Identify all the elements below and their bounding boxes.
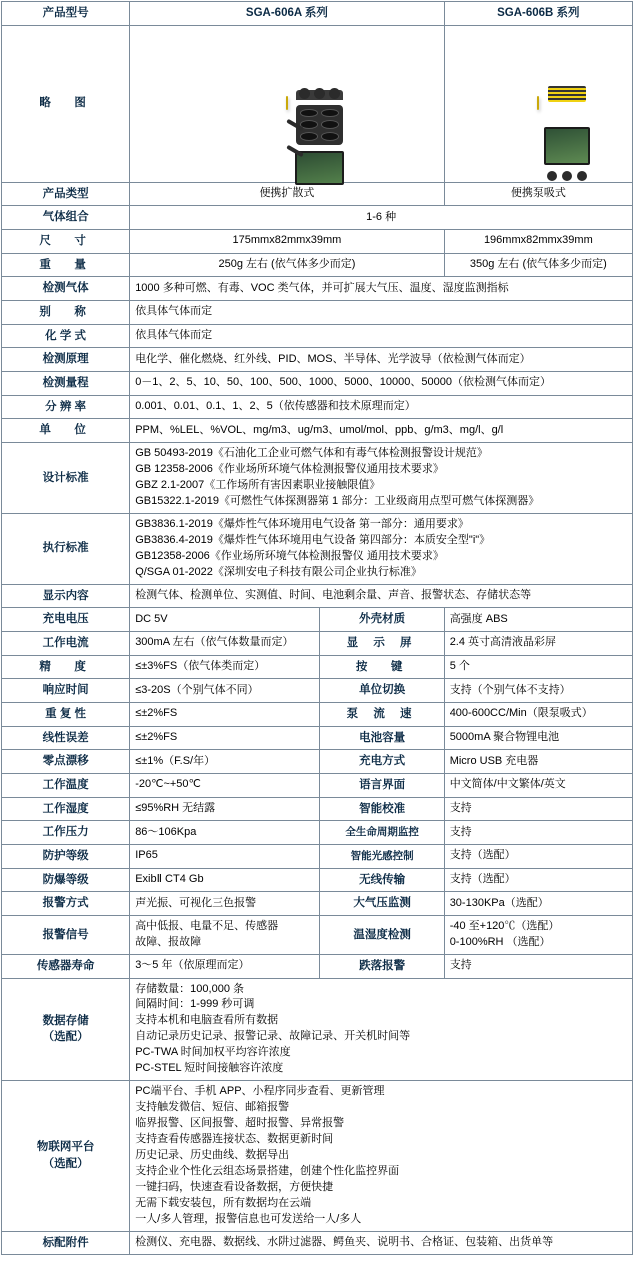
- value-exec-std: [130, 513, 633, 584]
- value-work-press: 86～106Kpa: [130, 821, 320, 845]
- storage-line: PC-TWA 时间加权平均容许浓度: [135, 1046, 291, 1059]
- row-label-work-press: 工作压力: [2, 821, 130, 845]
- table-row-exec-std: [2, 513, 633, 584]
- table-row-alarm-way: [2, 892, 633, 916]
- table-row-design-std: [2, 443, 633, 514]
- row-label-diagram: 略 图: [2, 25, 130, 182]
- value-pump: 400-600CC/Min（限泵吸式）: [444, 702, 632, 726]
- row-label-pressure: 大气压监测: [320, 892, 444, 916]
- row-label-drift: 零点漂移: [2, 750, 130, 774]
- row-label-gas-combo: 气体组合: [2, 206, 130, 230]
- iot-label-line1: 物联网平台: [36, 1141, 95, 1154]
- storage-line: PC-STEL 短时间接触容许浓度: [135, 1062, 284, 1075]
- row-label-lifecycle: 全生命周期监控: [320, 821, 444, 845]
- iot-label-line2: （选配）: [42, 1157, 89, 1170]
- value-unit-switch: 支持（个别气体不支持）: [444, 679, 632, 703]
- row-label-iot: [2, 1081, 130, 1231]
- value-pressure: 30-130KPa（选配）: [444, 892, 632, 916]
- iot-line: 支持企业个性化云组态场景搭建，创建个性化监控界面: [135, 1164, 400, 1177]
- table-row-charge-voltage: [2, 608, 633, 632]
- table-row-ip: [2, 844, 633, 868]
- value-keys: 5 个: [444, 655, 632, 679]
- row-label-smart-cal: 智能校准: [320, 797, 444, 821]
- value-smart-cal: 支持: [444, 797, 632, 821]
- table-row-iot: [2, 1081, 633, 1231]
- device-image-a: [130, 25, 445, 182]
- row-label-wireless: 无线传输: [320, 868, 444, 892]
- table-row-resolution: [2, 395, 633, 419]
- table-row-linear: [2, 726, 633, 750]
- row-label-model: 产品型号: [2, 2, 130, 26]
- value-linear: ≤±2%FS: [130, 726, 320, 750]
- table-row-drift: [2, 750, 633, 774]
- row-label-accessory: 标配附件: [2, 1231, 130, 1255]
- value-accessory: 检测仪、充电器、数据线、水阱过滤器、鳄鱼夹、说明书、合格证、包装箱、出货单等: [130, 1231, 633, 1255]
- row-label-unit-switch: 单位切换: [320, 679, 444, 703]
- table-row-repeat: [2, 702, 633, 726]
- value-charge-way: Micro USB 充电器: [444, 750, 632, 774]
- table-row-work-press: [2, 821, 633, 845]
- row-label-work-humi: 工作湿度: [2, 797, 130, 821]
- device-drawing-b: [537, 96, 539, 112]
- row-label-storage: [2, 978, 130, 1081]
- iot-line: 支持触发微信、短信、邮箱报警: [135, 1101, 290, 1114]
- exec-std-line: Q/SGA 01-2022《深圳安电子科技有限公司企业执行标准》: [135, 565, 422, 578]
- value-language: 中文简体/中文繁体/英文: [444, 773, 632, 797]
- table-row-range: [2, 372, 633, 396]
- value-iot: [130, 1081, 633, 1231]
- row-label-resolution: 分 辨 率: [2, 395, 130, 419]
- row-label-sensor-life: 传感器寿命: [2, 954, 130, 978]
- table-row-work-temp: [2, 773, 633, 797]
- row-label-alarm-way: 报警方式: [2, 892, 130, 916]
- value-shell: 高强度 ABS: [444, 608, 632, 632]
- value-screen: 2.4 英寸高清液晶彩屏: [444, 631, 632, 655]
- row-label-display-content: 显示内容: [2, 584, 130, 608]
- iot-line: PC端平台、手机 APP、小程序同步查看、更新管理: [135, 1085, 385, 1098]
- value-size-a: 175mmx82mmx39mm: [130, 230, 445, 254]
- table-row-size: [2, 230, 633, 254]
- row-label-formula: 化 学 式: [2, 324, 130, 348]
- value-ex: ExibⅡ CT4 Gb: [130, 868, 320, 892]
- table-row-detect-gas: [2, 277, 633, 301]
- storage-line: 自动记录历史记录、报警记录、故障记录、开关机时间等: [135, 1030, 411, 1043]
- row-label-detect-gas: 检测气体: [2, 277, 130, 301]
- table-row-response: [2, 679, 633, 703]
- row-label-charge-way: 充电方式: [320, 750, 444, 774]
- table-row-ex: [2, 868, 633, 892]
- device-image-b: [444, 25, 632, 182]
- value-display-content: 检测气体、检测单位、实测值、时间、电池剩余量、声音、报警状态、存储状态等: [130, 584, 633, 608]
- value-accuracy: ≤±3%FS（依气体类而定）: [130, 655, 320, 679]
- value-gas-combo: 1-6 种: [130, 206, 633, 230]
- value-detect-gas: 1000 多种可燃、有毒、VOC 类气体，并可扩展大气压、温度、湿度监测指标: [130, 277, 633, 301]
- iot-line: 无需下载安装包，所有数据均在云端: [135, 1196, 312, 1209]
- row-label-weight: 重 量: [2, 253, 130, 277]
- row-label-drop-alarm: 跌落报警: [320, 954, 444, 978]
- row-label-battery: 电池容量: [320, 726, 444, 750]
- table-row-model: [2, 2, 633, 26]
- value-storage: [130, 978, 633, 1081]
- row-label-repeat: 重 复 性: [2, 702, 130, 726]
- row-label-response: 响应时间: [2, 679, 130, 703]
- row-label-charge-voltage: 充电电压: [2, 608, 130, 632]
- value-response: ≤3-20S（个别气体不同）: [130, 679, 320, 703]
- value-work-current: 300mA 左右（依气体数量而定）: [130, 631, 320, 655]
- table-row-product-type: [2, 182, 633, 206]
- row-label-alias: 别 称: [2, 301, 130, 325]
- spec-table: [1, 1, 633, 1255]
- table-row-display-content: [2, 584, 633, 608]
- row-label-shell: 外壳材质: [320, 608, 444, 632]
- exec-std-line: GB3836.4-2019《爆炸性气体环境用电气设备 第四部分：本质安全型"i"》: [135, 533, 491, 546]
- row-label-keys: 按 键: [320, 655, 444, 679]
- alarm-signal-line: 高中低报、电量不足、传感器: [135, 919, 279, 932]
- value-battery: 5000mA 聚合物锂电池: [444, 726, 632, 750]
- value-design-std: [130, 443, 633, 514]
- design-std-line: GB 12358-2006《作业场所环境气体检测报警仪通用技术要求》: [135, 463, 444, 475]
- value-drift: ≤±1%（F.S/年）: [130, 750, 320, 774]
- temp-humi-line: -40 至+120℃（选配）: [449, 919, 560, 932]
- storage-label-line1: 数据存储: [42, 1014, 89, 1027]
- header-col-b: SGA-606B 系列: [444, 2, 632, 26]
- value-resolution: 0.001、0.01、0.1、1、2、5（依传感器和技术原理而定）: [130, 395, 633, 419]
- design-std-line: GB 50493-2019《石油化工企业可燃气体和有毒气体检测报警设计规范》: [135, 447, 488, 460]
- table-row-unit: [2, 419, 633, 443]
- table-row-accuracy: [2, 655, 633, 679]
- value-product-type-b: 便携泵吸式: [444, 182, 632, 206]
- table-row-weight: [2, 253, 633, 277]
- value-formula: 依具体气体而定: [130, 324, 633, 348]
- row-label-design-std: 设计标准: [2, 443, 130, 514]
- storage-line: 间隔时间：1-999 秒可调: [135, 998, 255, 1011]
- value-weight-a: 250g 左右 (依气体多少而定): [130, 253, 445, 277]
- row-label-pump: 泵 流 速: [320, 702, 444, 726]
- value-wireless: 支持（选配）: [444, 868, 632, 892]
- iot-line: 一人/多人管理，报警信息也可发送给一人/多人: [135, 1212, 362, 1225]
- value-light-sense: 支持（选配）: [444, 844, 632, 868]
- row-label-work-current: 工作电流: [2, 631, 130, 655]
- row-label-temp-humi: 温湿度检测: [320, 915, 444, 954]
- table-row-gas-combo: [2, 206, 633, 230]
- value-unit: PPM、%LEL、%VOL、mg/m3、ug/m3、umol/mol、ppb、g/m3、mg/l、g/l: [130, 419, 633, 443]
- value-charge-voltage: DC 5V: [130, 608, 320, 632]
- row-label-ex: 防爆等级: [2, 868, 130, 892]
- value-weight-b: 350g 左右 (依气体多少而定): [444, 253, 632, 277]
- table-row-work-humi: [2, 797, 633, 821]
- temp-humi-line: 0-100%RH （选配）: [449, 935, 551, 948]
- value-principle: 电化学、催化燃烧、红外线、PID、MOS、半导体、光学波导（依检测气体而定）: [130, 348, 633, 372]
- storage-line: 存储数量：100,000 条: [135, 982, 245, 995]
- iot-line: 临界报警、区间报警、超时报警、异常报警: [135, 1117, 345, 1130]
- table-row-accessory: [2, 1231, 633, 1255]
- row-label-exec-std: 执行标准: [2, 513, 130, 584]
- value-work-temp: -20℃~+50℃: [130, 773, 320, 797]
- row-label-alarm-signal: 报警信号: [2, 915, 130, 954]
- value-work-humi: ≤95%RH 无结露: [130, 797, 320, 821]
- design-std-line: GBZ 2.1-2007《工作场所有害因素职业接触限值》: [135, 478, 381, 491]
- storage-line: 支持本机和电脑查看所有数据: [135, 1014, 279, 1027]
- row-label-principle: 检测原理: [2, 348, 130, 372]
- row-label-linear: 线性误差: [2, 726, 130, 750]
- value-temp-humi: [444, 915, 632, 954]
- value-alias: 依具体气体而定: [130, 301, 633, 325]
- exec-std-line: GB12358-2006《作业场所环境气体检测报警仪 通用技术要求》: [135, 549, 444, 562]
- value-size-b: 196mmx82mmx39mm: [444, 230, 632, 254]
- table-row-diagram: [2, 25, 633, 182]
- row-label-accuracy: 精 度: [2, 655, 130, 679]
- row-label-light-sense: 智能光感控制: [320, 844, 444, 868]
- table-row-work-current: [2, 631, 633, 655]
- row-label-work-temp: 工作温度: [2, 773, 130, 797]
- iot-line: 历史记录、历史曲线、数据导出: [135, 1148, 290, 1161]
- table-row-alarm-signal: [2, 915, 633, 954]
- row-label-size: 尺 寸: [2, 230, 130, 254]
- value-alarm-way: 声光振、可视化三色报警: [130, 892, 320, 916]
- table-row-storage: [2, 978, 633, 1081]
- storage-label-line2: （选配）: [42, 1031, 89, 1044]
- row-label-language: 语言界面: [320, 773, 444, 797]
- value-product-type-a: 便携扩散式: [130, 182, 445, 206]
- iot-line: 支持查看传感器连接状态、数据更新时间: [135, 1132, 334, 1145]
- value-drop-alarm: 支持: [444, 954, 632, 978]
- iot-line: 一键扫码，快速查看设备数据，方便快捷: [135, 1180, 334, 1193]
- value-alarm-signal: [130, 915, 320, 954]
- row-label-product-type: 产品类型: [2, 182, 130, 206]
- device-drawing-a: [286, 96, 288, 112]
- exec-std-line: GB3836.1-2019《爆炸性气体环境用电气设备 第一部分：通用要求》: [135, 517, 469, 530]
- table-row-formula: [2, 324, 633, 348]
- table-row-principle: [2, 348, 633, 372]
- row-label-ip: 防护等级: [2, 844, 130, 868]
- row-label-unit: 单 位: [2, 419, 130, 443]
- value-range: 0－1、2、5、10、50、100、500、1000、5000、10000、50000（依检测气体而定）: [130, 372, 633, 396]
- alarm-signal-line: 故障、报故障: [135, 935, 202, 948]
- value-repeat: ≤±2%FS: [130, 702, 320, 726]
- row-label-screen: 显 示 屏: [320, 631, 444, 655]
- design-std-line: GB15322.1-2019《可燃性气体探测器第 1 部分：工业级商用点型可燃气体探测器》: [135, 494, 540, 507]
- value-lifecycle: 支持: [444, 821, 632, 845]
- header-col-a: SGA-606A 系列: [130, 2, 445, 26]
- table-row-sensor-life: [2, 954, 633, 978]
- value-ip: IP65: [130, 844, 320, 868]
- row-label-range: 检测量程: [2, 372, 130, 396]
- value-sensor-life: 3～5 年（依原理而定）: [130, 954, 320, 978]
- table-row-alias: [2, 301, 633, 325]
